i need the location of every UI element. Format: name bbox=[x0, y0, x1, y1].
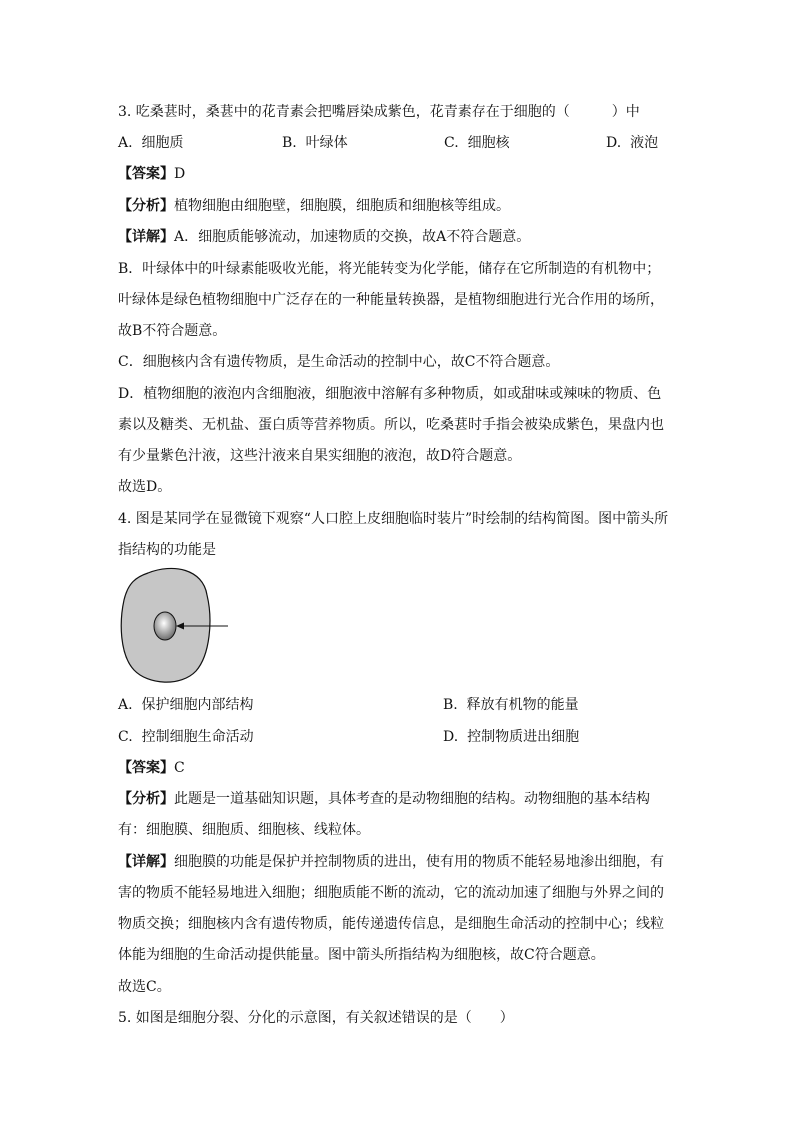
q3-option-b bbox=[282, 133, 348, 153]
q4-conclusion: 故选C。 bbox=[118, 979, 171, 995]
detail-text: 细胞膜的功能是保护并控制物质的进出，使有用的物质不能轻易地渗出细胞，有 bbox=[174, 854, 664, 870]
q4-option-a bbox=[118, 695, 253, 715]
q4-detail-line-4: 体能为细胞的生命活动提供能量。图中箭头所指结构为细胞核，故C符合题意。 bbox=[118, 947, 605, 963]
answer-tag: 【答案】 bbox=[118, 166, 174, 182]
q4-detail-line-2: 害的物质不能轻易地进入细胞；细胞质能不断的流动，它的流动加速了细胞与外界之间的 bbox=[118, 885, 664, 901]
q4-answer bbox=[118, 758, 185, 778]
q4-analysis-line-2: 有：细胞膜、细胞质、细胞核、线粒体。 bbox=[118, 822, 370, 838]
q4-analysis-line-1 bbox=[118, 789, 650, 809]
q3-stem: 3. 吃桑葚时，桑葚中的花青素会把嘴唇染成紫色，花青素存在于细胞的（ ）中 bbox=[118, 104, 640, 120]
answer-value: C bbox=[174, 760, 185, 776]
q3-analysis bbox=[118, 196, 510, 216]
analysis-text: 植物细胞由细胞壁，细胞膜，细胞质和细胞核等组成。 bbox=[174, 198, 510, 214]
q3-detail-line-3: 叶绿体是绿色植物细胞中广泛存在的一种能量转换器，是植物细胞进行光合作用的场所， bbox=[118, 292, 664, 308]
q4-option-d bbox=[443, 727, 579, 747]
q3-detail-line-7: 素以及糖类、无机盐、蛋白质等营养物质。所以，吃桑葚时手指会被染成紫色，果盘内也 bbox=[118, 417, 664, 433]
option-text: 液泡 bbox=[630, 135, 659, 151]
q4-stem-line-2: 指结构的功能是 bbox=[118, 542, 216, 558]
q3-option-a bbox=[118, 133, 183, 153]
option-text: 释放有机物的能量 bbox=[466, 697, 579, 713]
answer-value: D bbox=[174, 166, 186, 182]
option-label: A. bbox=[118, 697, 133, 713]
q3-detail-line-4: 故B不符合题意。 bbox=[118, 323, 227, 339]
option-label: C. bbox=[118, 729, 133, 745]
option-label: A. bbox=[118, 135, 133, 151]
q4-detail-line-1 bbox=[118, 852, 664, 872]
option-text: 保护细胞内部结构 bbox=[141, 697, 254, 713]
option-text: 叶绿体 bbox=[305, 135, 348, 151]
analysis-text: 此题是一道基础知识题，具体考查的是动物细胞的结构。动物细胞的基本结构 bbox=[174, 791, 650, 807]
option-text: 控制细胞生命活动 bbox=[141, 729, 254, 745]
q3-detail-line-5: C．细胞核内含有遗传物质，是生命活动的控制中心，故C不符合题意。 bbox=[118, 354, 560, 370]
analysis-tag: 【分析】 bbox=[118, 791, 174, 807]
q3-detail-line-1 bbox=[118, 227, 530, 247]
q3-conclusion: 故选D。 bbox=[118, 479, 172, 495]
q3-answer bbox=[118, 164, 185, 184]
cheek-cell-diagram bbox=[118, 565, 238, 690]
answer-tag: 【答案】 bbox=[118, 760, 174, 776]
q5-stem: 5. 如图是细胞分裂、分化的示意图，有关叙述错误的是（ ） bbox=[118, 1010, 514, 1026]
q3-detail-line-8: 有少量紫色汁液，这些汁液来自果实细胞的液泡，故D符合题意。 bbox=[118, 448, 522, 464]
detail-tag: 【详解】 bbox=[118, 229, 174, 245]
q4-option-b bbox=[443, 695, 579, 715]
detail-tag: 【详解】 bbox=[118, 854, 174, 870]
analysis-tag: 【分析】 bbox=[118, 198, 174, 214]
option-text: 细胞质 bbox=[141, 135, 184, 151]
option-text: 控制物质进出细胞 bbox=[467, 729, 580, 745]
q3-detail-line-2: B．叶绿体中的叶绿素能吸收光能，将光能转变为化学能，储存在它所制造的有机物中； bbox=[118, 261, 661, 277]
option-label: D. bbox=[606, 135, 622, 151]
nucleus bbox=[154, 612, 176, 640]
q3-option-d bbox=[606, 133, 658, 153]
q4-stem-line-1: 4. 图是某同学在显微镜下观察“人口腔上皮细胞临时装片”时绘制的结构简图。图中箭头所 bbox=[118, 511, 669, 527]
q3-detail-line-6: D．植物细胞的液泡内含细胞液，细胞液中溶解有多种物质，如或甜味或辣味的物质、色 bbox=[118, 386, 662, 402]
option-label: D. bbox=[443, 729, 459, 745]
option-label: B. bbox=[443, 697, 458, 713]
q4-detail-line-3: 物质交换；细胞核内含有遗传物质，能传递遗传信息，是细胞生命活动的控制中心；线粒 bbox=[118, 916, 664, 932]
option-text: 细胞核 bbox=[467, 135, 510, 151]
q3-option-c bbox=[444, 133, 510, 153]
option-label: C. bbox=[444, 135, 459, 151]
q4-option-c bbox=[118, 727, 254, 747]
detail-text: A．细胞质能够流动，加速物质的交换，故A不符合题意。 bbox=[174, 229, 531, 245]
option-label: B. bbox=[282, 135, 297, 151]
